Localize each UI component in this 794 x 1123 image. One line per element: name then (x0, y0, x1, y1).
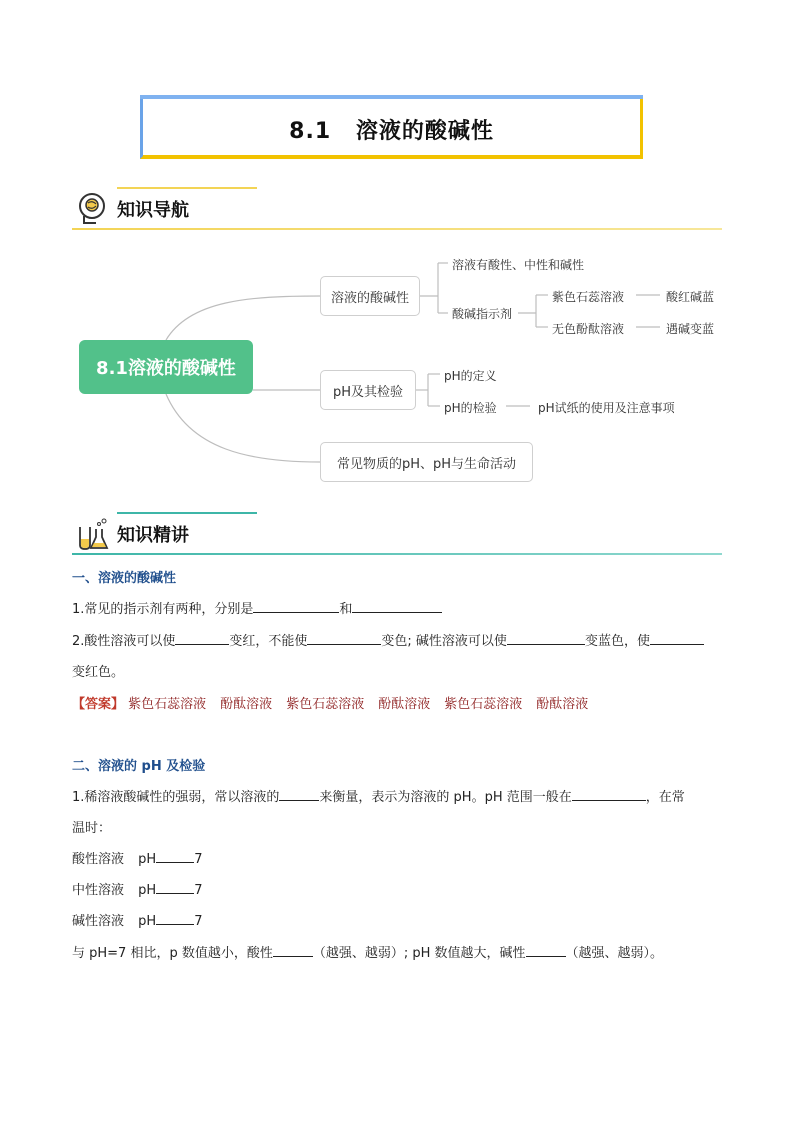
answer-item: 酚酞溶液 (378, 697, 431, 712)
q1-text-b: 和 (339, 602, 353, 617)
answer-blank[interactable] (650, 632, 704, 645)
answer-blank[interactable] (507, 632, 585, 645)
part2-comparison (72, 942, 663, 961)
seven-value: 7 (194, 914, 203, 929)
title-number: 8.1 (289, 119, 332, 144)
mindmap-leaf-ph-test: pH的检验 (444, 401, 497, 415)
q1-text-a: 1.常见的指示剂有两种，分别是 (72, 602, 254, 617)
part2-line2: 温时： (72, 821, 112, 836)
q2-text-b: 变红，不能使 (229, 634, 308, 649)
part1-question1 (72, 598, 442, 617)
answer-blank[interactable] (526, 944, 566, 957)
mindmap-branch-ph: pH及其检验 (320, 370, 416, 410)
mindmap-branch-common-ph: 常见物质的pH、pH与生命活动 (320, 442, 533, 482)
seven-value: 7 (194, 883, 203, 898)
answer-blank[interactable] (156, 881, 194, 894)
title-box (140, 95, 643, 159)
q2-text-c: 变色; 碱性溶液可以使 (381, 634, 507, 649)
section-topbar (117, 512, 257, 514)
answer-item: 紫色石蕊溶液 (444, 697, 523, 712)
base-label: 碱性溶液 (72, 914, 125, 929)
section-topbar (117, 187, 257, 189)
q2-text-d: 变蓝色，使 (584, 634, 650, 649)
part1-heading: 一、溶液的酸碱性 (72, 571, 177, 586)
ph-label: pH (138, 883, 157, 898)
l1-text-b: 来衡量，表示为溶液的 pH。pH 范围一般在 (319, 790, 572, 805)
answer-item: 紫色石蕊溶液 (128, 697, 207, 712)
mindmap-branch-acidity: 溶液的酸碱性 (320, 276, 420, 316)
part2-line1 (72, 786, 685, 805)
l1-text-a: 1.稀溶液酸碱性的强弱，常以溶液的 (72, 790, 280, 805)
page-title (143, 114, 640, 145)
answer-tag: 【答案】 (72, 697, 125, 712)
answer-blank[interactable] (352, 600, 442, 613)
mindmap-leaf-types: 溶液有酸性、中性和碱性 (452, 258, 585, 272)
answer-item: 酚酞溶液 (220, 697, 273, 712)
mindmap-leaf-ph-definition: pH的定义 (444, 369, 497, 383)
q2-text-a: 2.酸性溶液可以使 (72, 634, 176, 649)
answer-blank[interactable] (307, 632, 381, 645)
answer-item: 紫色石蕊溶液 (286, 697, 365, 712)
answer-blank[interactable] (175, 632, 229, 645)
neutral-label: 中性溶液 (72, 883, 125, 898)
mindmap-leaf-litmus-result: 酸红碱蓝 (666, 290, 715, 304)
part2-acid-row (72, 848, 202, 867)
mindmap-root: 8.1溶液的酸碱性 (79, 340, 253, 394)
answer-blank[interactable] (156, 912, 194, 925)
l6-text-b: （越强、越弱）; pH 数值越大，碱性 (312, 946, 526, 961)
section-divider (72, 228, 722, 230)
section-header-nav (72, 190, 722, 230)
part1-answer-line (72, 693, 602, 712)
answer-item: 酚酞溶液 (536, 697, 589, 712)
acid-label: 酸性溶液 (72, 852, 125, 867)
part1-question2-cont: 变红色。 (72, 665, 125, 680)
mindmap-leaf-litmus: 紫色石蕊溶液 (552, 290, 625, 304)
section-label-nav: 知识导航 (117, 200, 189, 221)
answer-blank[interactable] (279, 788, 319, 801)
lab-flask-icon (74, 515, 110, 551)
ph-label: pH (138, 914, 157, 929)
mindmap-leaf-phenolphthalein-result: 遇碱变蓝 (666, 322, 715, 336)
brain-head-icon (74, 190, 110, 226)
mindmap-leaf-indicator: 酸碱指示剂 (452, 307, 513, 321)
part2-base-row (72, 910, 202, 929)
section-label-lecture: 知识精讲 (117, 525, 189, 546)
section-header-lecture (72, 515, 722, 555)
answer-blank[interactable] (572, 788, 646, 801)
l1-text-c: ，在常 (645, 790, 685, 805)
part2-heading: 二、溶液的 pH 及检验 (72, 759, 206, 774)
l6-text-a: 与 pH=7 相比，p 数值越小，酸性 (72, 946, 273, 961)
mindmap-leaf-ph-paper: pH试纸的使用及注意事项 (538, 401, 675, 415)
section-divider (72, 553, 722, 555)
answer-blank[interactable] (273, 944, 313, 957)
answer-blank[interactable] (253, 600, 339, 613)
answer-blank[interactable] (156, 850, 194, 863)
mindmap-leaf-phenolphthalein: 无色酚酞溶液 (552, 322, 625, 336)
seven-value: 7 (194, 852, 203, 867)
title-text: 溶液的酸碱性 (355, 119, 494, 144)
ph-label: pH (138, 852, 157, 867)
l6-text-c: （越强、越弱）。 (565, 946, 664, 961)
part1-question2 (72, 630, 704, 649)
part2-neutral-row (72, 879, 202, 898)
